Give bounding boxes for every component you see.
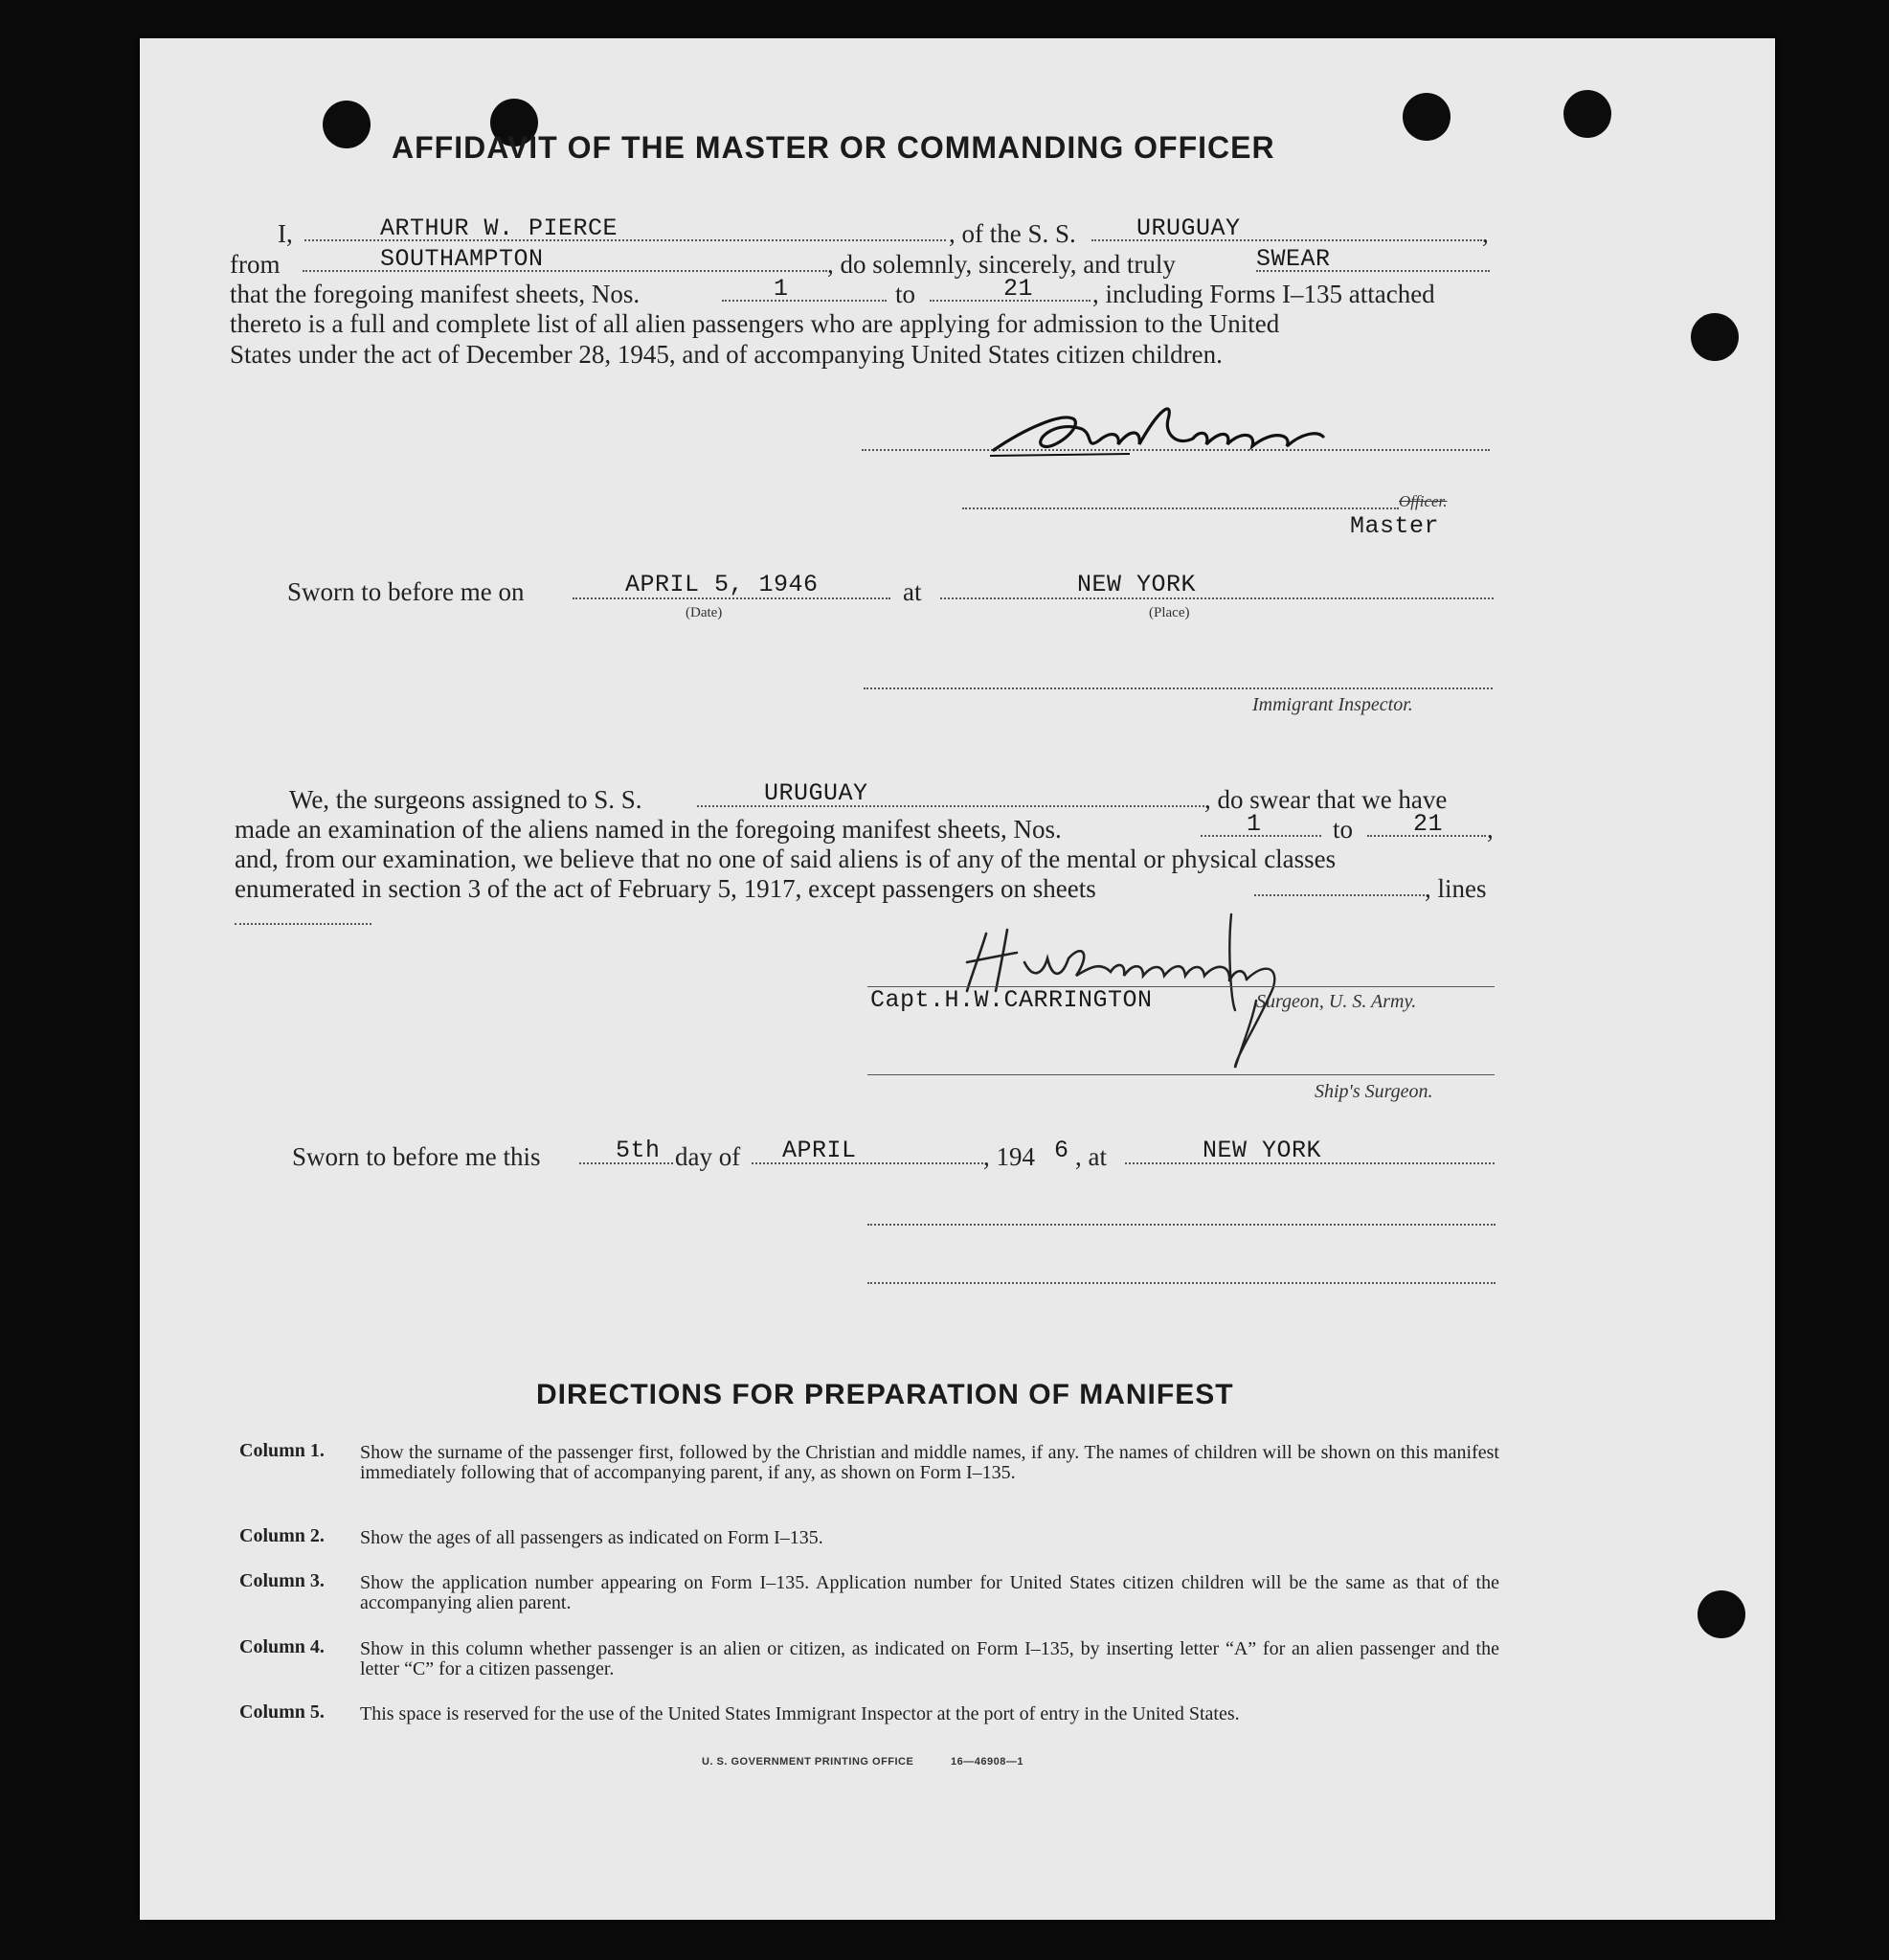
punch-hole bbox=[1698, 1590, 1745, 1638]
directions-title: DIRECTIONS FOR PREPARATION OF MANIFEST bbox=[536, 1379, 1234, 1410]
from-port: SOUTHAMPTON bbox=[380, 245, 544, 273]
sworn-day: 5th bbox=[616, 1137, 661, 1164]
to-label: to bbox=[895, 280, 916, 308]
surgeon-ship-name: URUGUAY bbox=[764, 779, 868, 807]
ship-name: URUGUAY bbox=[1136, 214, 1241, 242]
surgeons-line1-suffix: , do swear that we have bbox=[1204, 785, 1448, 814]
column-text: Show in this column whether passenger is an alien or citizen, as indicated on Form I–135, by inserting letter “A” for an alien passenger and the letter “C” for a citizen passenger. bbox=[360, 1638, 1499, 1679]
punch-hole bbox=[1563, 90, 1611, 138]
inspector-label: Immigrant Inspector. bbox=[1252, 694, 1413, 715]
surgeons-line4: enumerated in section 3 of the act of February 5, 1917, except passengers on sheets bbox=[235, 874, 1096, 903]
ships-surgeon-line bbox=[867, 1074, 1495, 1075]
date-caption: (Date) bbox=[686, 605, 723, 620]
master-signature bbox=[986, 391, 1369, 467]
year-digit: 6 bbox=[1054, 1137, 1069, 1164]
surgeon-sheet-from: 1 bbox=[1247, 810, 1262, 838]
column-text: Show the ages of all passengers as indicated on Form I–135. bbox=[360, 1527, 823, 1548]
oath-word: SWEAR bbox=[1256, 245, 1331, 273]
year-prefix: , 194 bbox=[983, 1142, 1035, 1171]
surgeons-line2: made an examination of the aliens named in the foregoing manifest sheets, Nos. bbox=[235, 815, 1062, 844]
day-of-label: day of bbox=[675, 1142, 741, 1171]
sheet-to: 21 bbox=[1003, 275, 1034, 303]
sworn-surgeon-label: Sworn to before me this bbox=[292, 1142, 541, 1171]
sheet-from: 1 bbox=[774, 275, 789, 303]
sworn-label: Sworn to before me on bbox=[287, 577, 525, 606]
lines-label: , lines bbox=[1425, 874, 1487, 903]
column-label: Column 1. bbox=[239, 1440, 325, 1461]
surgeon-title: Surgeon, U. S. Army. bbox=[1256, 991, 1417, 1012]
sheet-from-line bbox=[722, 300, 887, 302]
surgeon-name: Capt.H.W.CARRINGTON bbox=[870, 986, 1153, 1014]
column-label: Column 4. bbox=[239, 1636, 325, 1657]
manifest-text: that the foregoing manifest sheets, Nos. bbox=[230, 280, 641, 308]
solemnly-text: , do solemnly, sincerely, and truly bbox=[827, 250, 1176, 279]
lines-line bbox=[235, 923, 371, 925]
i-label: I, bbox=[278, 219, 293, 248]
surgeon-at-label: , at bbox=[1075, 1142, 1107, 1171]
ships-surgeon-label: Ship's Surgeon. bbox=[1315, 1081, 1433, 1102]
officer-title-line bbox=[867, 1282, 1495, 1284]
officer-signature-line bbox=[867, 1224, 1495, 1226]
comma: , bbox=[1482, 219, 1489, 248]
of-ss-label: , of the S. S. bbox=[949, 219, 1076, 248]
column-text: Show the application number appearing on Form I–135. Application number for United States citizen children will be the same as that of the accompanying alien parent. bbox=[360, 1572, 1499, 1613]
printer-imprint: U. S. GOVERNMENT PRINTING OFFICE bbox=[702, 1756, 914, 1768]
sworn-place-line bbox=[940, 597, 1494, 599]
officer-line bbox=[962, 507, 1399, 509]
inspector-line bbox=[864, 687, 1493, 689]
sworn-month: APRIL bbox=[782, 1137, 857, 1164]
column-text: Show the surname of the passenger first, followed by the Christian and middle names, if any. The names of children will be shown on this manifest immediately following that of accompanying parent, if any, as shown on Form I–135. bbox=[360, 1442, 1499, 1483]
surgeons-line3: and, from our examination, we believe that no one of said aliens is of any of the mental or physical classes bbox=[235, 845, 1337, 873]
master-line4: thereto is a full and complete list of all alien passengers who are applying for admission to the United bbox=[230, 309, 1280, 338]
from-label: from bbox=[230, 250, 281, 279]
including-text: , including Forms I–135 attached bbox=[1092, 280, 1435, 308]
comma: , bbox=[1487, 815, 1494, 844]
master-title: Master bbox=[1350, 512, 1440, 540]
column-label: Column 2. bbox=[239, 1525, 325, 1546]
surgeon-to-label: to bbox=[1333, 815, 1354, 844]
column-label: Column 3. bbox=[239, 1570, 325, 1591]
at-label: at bbox=[903, 577, 922, 606]
sworn-place: NEW YORK bbox=[1077, 571, 1197, 598]
punch-hole bbox=[1691, 313, 1739, 361]
column-label: Column 5. bbox=[239, 1701, 325, 1723]
master-line5: States under the act of December 28, 1945, and of accompanying United States citizen children. bbox=[230, 340, 1223, 369]
place-caption: (Place) bbox=[1149, 605, 1190, 620]
sworn-surgeon-place: NEW YORK bbox=[1203, 1137, 1322, 1164]
master-name: ARTHUR W. PIERCE bbox=[380, 214, 618, 242]
punch-hole bbox=[323, 101, 371, 148]
surgeons-line1: We, the surgeons assigned to S. S. bbox=[289, 785, 642, 814]
form-number: 16—46908—1 bbox=[951, 1756, 1023, 1768]
officer-label: Officer. bbox=[1399, 492, 1448, 510]
sworn-date: APRIL 5, 1946 bbox=[625, 571, 819, 598]
page-title: AFFIDAVIT OF THE MASTER OR COMMANDING OFFICER bbox=[392, 130, 1275, 165]
surgeon-sheet-to: 21 bbox=[1413, 810, 1444, 838]
column-text: This space is reserved for the use of the United States Immigrant Inspector at the port of entry in the United States. bbox=[360, 1703, 1240, 1724]
punch-hole bbox=[1403, 93, 1450, 141]
